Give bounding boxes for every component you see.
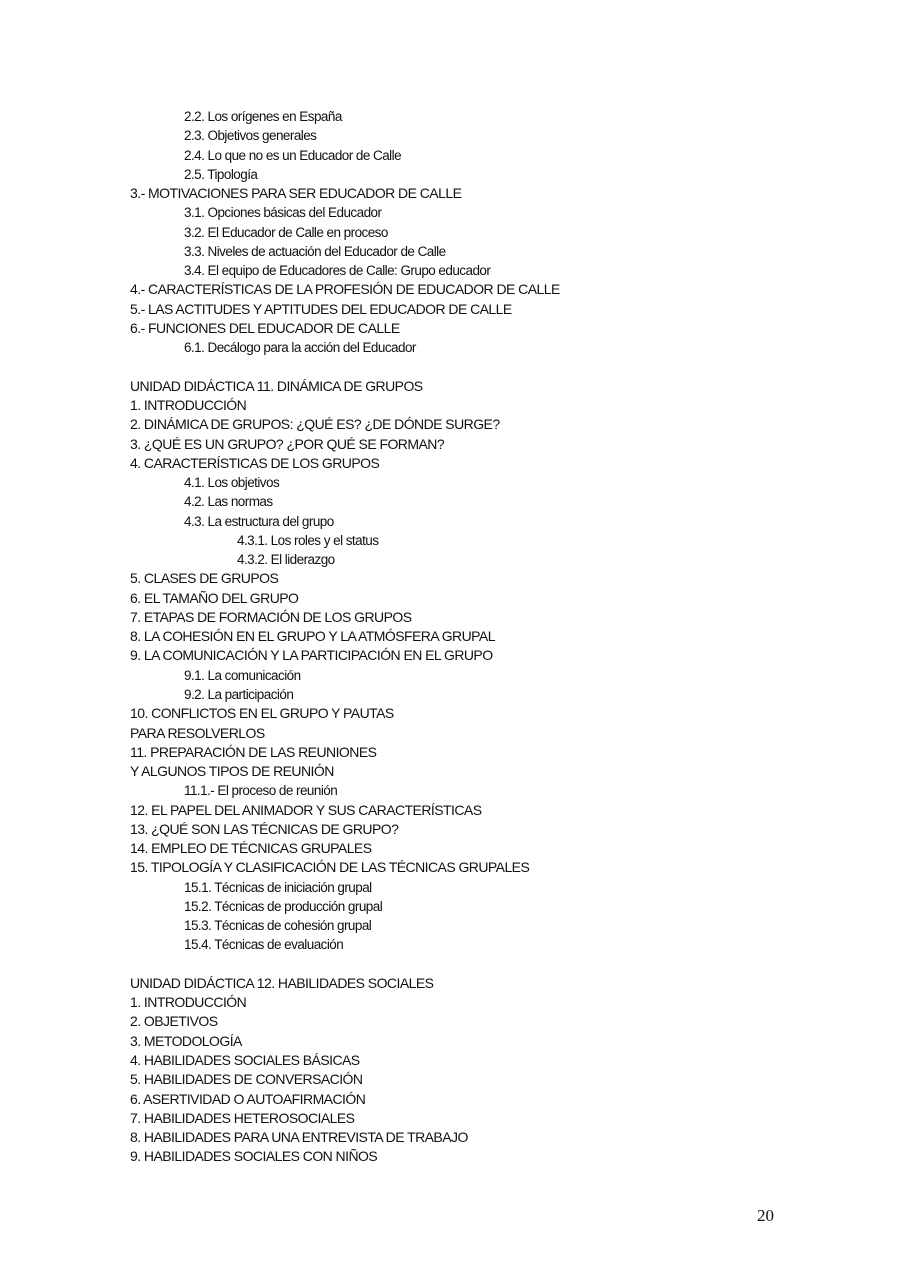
toc-heading: 9. HABILIDADES SOCIALES CON NIÑOS: [130, 1148, 378, 1165]
toc-subitem: 15.2. Técnicas de producción grupal: [184, 898, 383, 914]
toc-heading: 11. PREPARACIÓN DE LAS REUNIONES: [130, 743, 377, 760]
toc-subitem: 4.3.2. El liderazgo: [237, 552, 335, 568]
toc-heading: 3. ¿QUÉ ES UN GRUPO? ¿POR QUÉ SE FORMAN?: [130, 435, 445, 452]
toc-heading: 7. HABILIDADES HETEROSOCIALES: [130, 1109, 355, 1126]
toc-heading: 15. TIPOLOGÍA Y CLASIFICACIÓN DE LAS TÉCNICAS GRUPALES: [130, 859, 530, 876]
toc-heading: 10. CONFLICTOS EN EL GRUPO Y PAUTAS: [130, 705, 394, 722]
toc-subitem: 3.1. Opciones básicas del Educador: [184, 205, 382, 221]
toc-heading: 1. INTRODUCCIÓN: [130, 396, 247, 413]
toc-subitem: 9.2. La participación: [184, 686, 294, 702]
toc-heading: 4. HABILIDADES SOCIALES BÁSICAS: [130, 1052, 360, 1069]
toc-heading: 5.- LAS ACTITUDES Y APTITUDES DEL EDUCADOR DE CALLE: [130, 300, 512, 317]
toc-heading: 6.- FUNCIONES DEL EDUCADOR DE CALLE: [130, 319, 400, 336]
toc-subitem: 11.1.- El proceso de reunión: [184, 783, 338, 799]
toc-heading: 12. EL PAPEL DEL ANIMADOR Y SUS CARACTERÍSTICAS: [130, 801, 482, 818]
toc-heading: 14. EMPLEO DE TÉCNICAS GRUPALES: [130, 840, 372, 857]
toc-heading: Y ALGUNOS TIPOS DE REUNIÓN: [130, 763, 334, 780]
page-number: 20: [757, 1206, 774, 1225]
toc-heading: 13. ¿QUÉ SON LAS TÉCNICAS DE GRUPO?: [130, 820, 399, 837]
table-of-contents: [130, 107, 560, 1167]
toc-heading: 3.- MOTIVACIONES PARA SER EDUCADOR DE CALLE: [130, 185, 462, 202]
toc-heading: 4.- CARACTERÍSTICAS DE LA PROFESIÓN DE EDUCADOR DE CALLE: [130, 281, 560, 298]
toc-heading: 9. LA COMUNICACIÓN Y LA PARTICIPACIÓN EN EL GRUPO: [130, 647, 493, 664]
toc-heading: 3. METODOLOGÍA: [130, 1032, 242, 1049]
toc-heading: 5. CLASES DE GRUPOS: [130, 570, 279, 587]
blank-line: [130, 357, 560, 376]
toc-heading: 7. ETAPAS DE FORMACIÓN DE LOS GRUPOS: [130, 608, 412, 625]
toc-subitem: 2.2. Los orígenes en España: [184, 109, 342, 124]
toc-heading: 1. INTRODUCCIÓN: [130, 994, 247, 1011]
toc-subitem: 3.4. El equipo de Educadores de Calle: Grupo educador: [184, 263, 491, 279]
toc-subitem: 9.1. La comunicación: [184, 667, 301, 683]
toc-heading: 8. HABILIDADES PARA UNA ENTREVISTA DE TRABAJO: [130, 1129, 468, 1146]
toc-heading: 6. EL TAMAÑO DEL GRUPO: [130, 589, 299, 606]
toc-heading: 6. ASERTIVIDAD O AUTOAFIRMACIÓN: [130, 1090, 366, 1107]
toc-subitem: 2.4. Lo que no es un Educador de Calle: [184, 147, 402, 163]
toc-heading: 2. DINÁMICA DE GRUPOS: ¿QUÉ ES? ¿DE DÓNDE SURGE?: [130, 416, 500, 433]
blank-line: [130, 955, 560, 974]
toc-heading: 4. CARACTERÍSTICAS DE LOS GRUPOS: [130, 454, 380, 471]
toc-heading: UNIDAD DIDÁCTICA 11. DINÁMICA DE GRUPOS: [130, 377, 423, 394]
toc-subitem: 4.3. La estructura del grupo: [184, 513, 334, 529]
toc-subitem: 2.5. Tipología: [184, 166, 258, 182]
toc-heading: 5. HABILIDADES DE CONVERSACIÓN: [130, 1071, 363, 1088]
toc-subitem: 3.3. Niveles de actuación del Educador de Calle: [184, 243, 446, 259]
toc-subitem: 15.4. Técnicas de evaluación: [184, 937, 344, 953]
toc-subitem: 15.1. Técnicas de iniciación grupal: [184, 879, 372, 895]
toc-subitem: 4.3.1. Los roles y el status: [237, 532, 379, 548]
toc-heading: PARA RESOLVERLOS: [130, 724, 265, 741]
toc-heading: UNIDAD DIDÁCTICA 12. HABILIDADES SOCIALES: [130, 974, 434, 991]
toc-heading: 8. LA COHESIÓN EN EL GRUPO Y LA ATMÓSFERA GRUPAL: [130, 628, 495, 645]
toc-subitem: 3.2. El Educador de Calle en proceso: [184, 224, 388, 240]
toc-subitem: 6.1. Decálogo para la acción del Educador: [184, 340, 416, 356]
toc-subitem: 2.3. Objetivos generales: [184, 128, 317, 144]
toc-subitem: 4.1. Los objetivos: [184, 475, 280, 491]
toc-subitem: 15.3. Técnicas de cohesión grupal: [184, 918, 372, 934]
toc-subitem: 4.2. Las normas: [184, 494, 273, 510]
toc-heading: 2. OBJETIVOS: [130, 1013, 218, 1030]
